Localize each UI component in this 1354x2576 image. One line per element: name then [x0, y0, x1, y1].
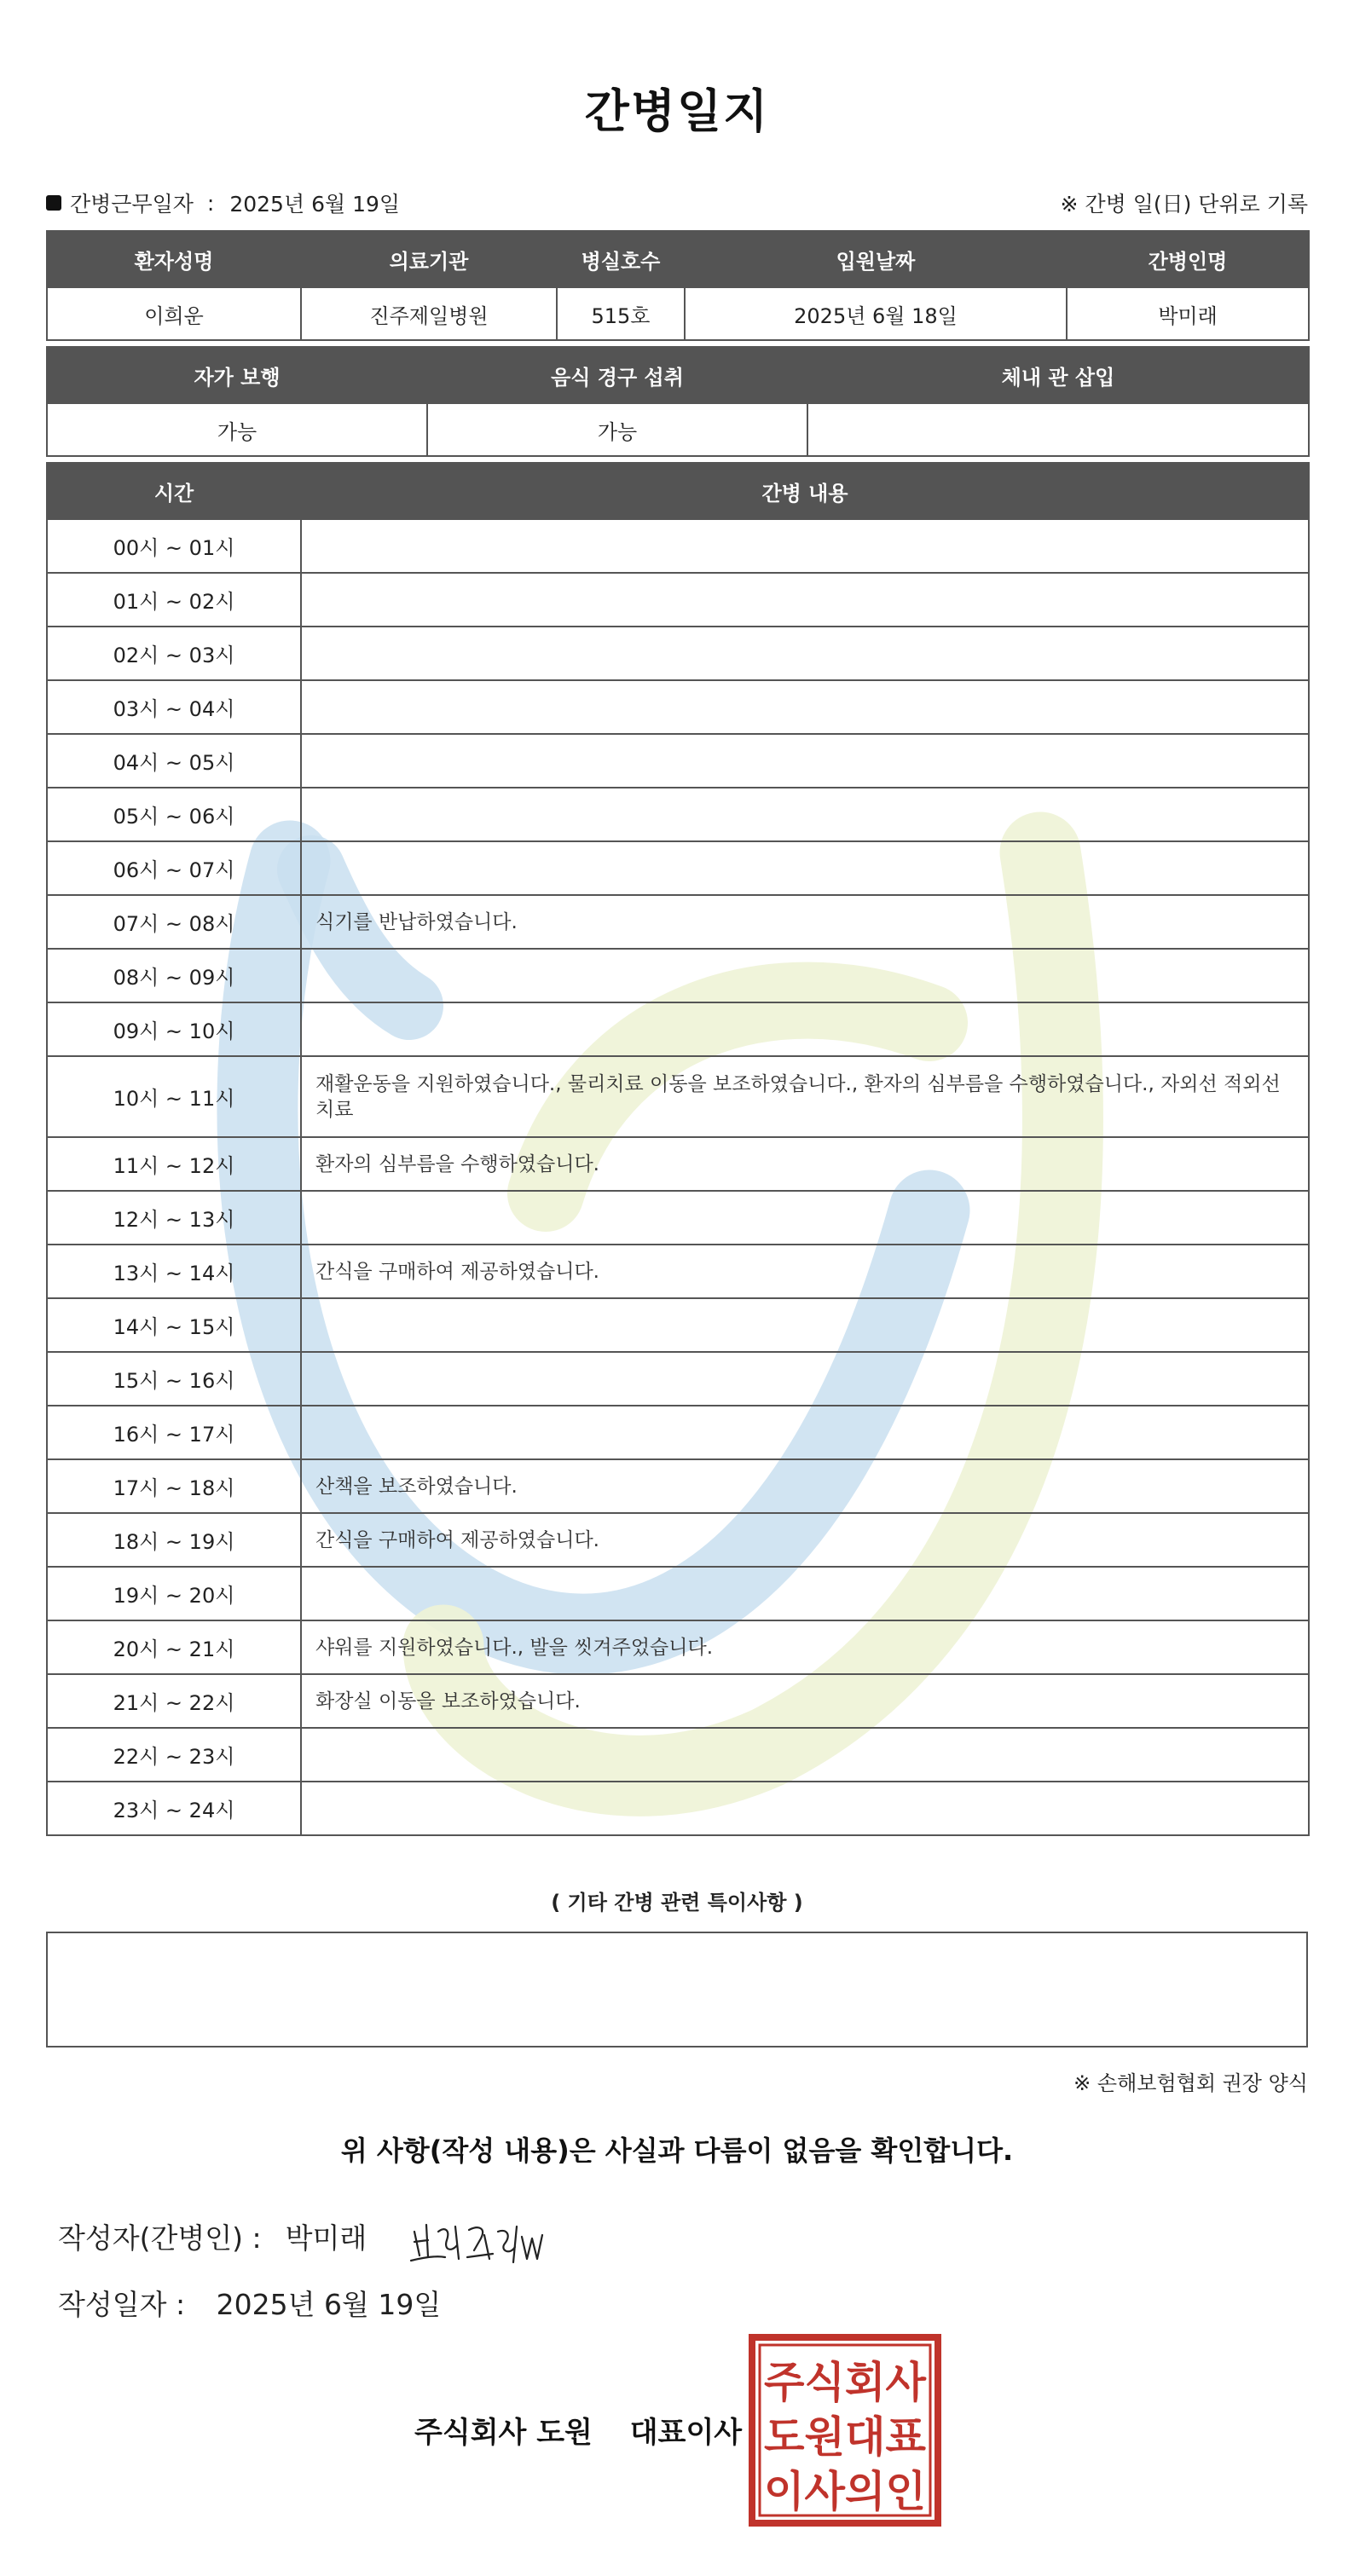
seal-line-2: 도원대표: [764, 2412, 927, 2462]
confirmation-statement: 위 사항(작성 내용)은 사실과 다름이 없음을 확인합니다.: [340, 2134, 1014, 2167]
patient-info-value-row: [47, 287, 1309, 340]
condition-header-row: [47, 347, 1309, 403]
time-cell: 14시 ~ 15시: [47, 1298, 301, 1352]
bullet-square-icon: [46, 195, 61, 211]
time-cell: 22시 ~ 23시: [47, 1728, 301, 1782]
care-content-cell: 간식을 구매하여 제공하였습니다.: [301, 1245, 1309, 1298]
time-cell: 19시 ~ 20시: [47, 1567, 301, 1620]
table-row: [47, 1056, 1309, 1137]
company-name: 주식회사 도원: [414, 2416, 593, 2450]
form-source-note: ※ 손해보험협회 권장 양식: [1073, 2071, 1308, 2095]
header-tube-insertion: 체내 관 삽입: [807, 347, 1309, 403]
care-content-cell: [301, 1191, 1309, 1245]
care-content-cell: [301, 1728, 1309, 1782]
writer-name: 박미래: [285, 2221, 367, 2255]
table-row: [47, 1513, 1309, 1567]
time-cell: 23시 ~ 24시: [47, 1782, 301, 1835]
table-row: [47, 1620, 1309, 1674]
table-row: [47, 788, 1309, 841]
work-date-colon: :: [206, 190, 215, 216]
care-content-cell: 산책을 보조하였습니다.: [301, 1459, 1309, 1513]
care-content-cell: [301, 1782, 1309, 1835]
header-hospital: 의료기관: [301, 231, 557, 287]
table-row: [47, 573, 1309, 627]
care-content-cell: [301, 1567, 1309, 1620]
page-title: 간병일지: [584, 84, 770, 138]
time-cell: 20시 ~ 21시: [47, 1620, 301, 1674]
time-cell: 12시 ~ 13시: [47, 1191, 301, 1245]
table-row: [47, 1674, 1309, 1728]
table-row: [47, 841, 1309, 895]
care-content-cell: 간식을 구매하여 제공하였습니다.: [301, 1513, 1309, 1567]
care-content-cell: [301, 627, 1309, 680]
writer-line: [58, 2216, 367, 2256]
table-row: [47, 1137, 1309, 1191]
seal-line-3: 이사의인: [764, 2467, 926, 2516]
table-row: [47, 1002, 1309, 1056]
time-cell: 06시 ~ 07시: [47, 841, 301, 895]
patient-condition-table: [46, 346, 1310, 457]
time-cell: 13시 ~ 14시: [47, 1245, 301, 1298]
care-content-cell: 샤워를 지원하였습니다., 발을 씻겨주었습니다.: [301, 1620, 1309, 1674]
tube-insertion-value: [807, 403, 1309, 456]
care-content-cell: [301, 573, 1309, 627]
time-cell: 05시 ~ 06시: [47, 788, 301, 841]
work-date-label: 간병근무일자: [70, 192, 194, 217]
written-date-value: 2025년 6월 19일: [216, 2288, 442, 2321]
time-cell: 03시 ~ 04시: [47, 680, 301, 734]
room-value: 515호: [557, 287, 685, 340]
company-signature-line: [414, 2409, 742, 2451]
table-row: [47, 949, 1309, 1002]
company-seal-stamp: [749, 2334, 941, 2527]
time-cell: 18시 ~ 19시: [47, 1513, 301, 1567]
time-cell: 15시 ~ 16시: [47, 1352, 301, 1406]
written-date-label: 작성일자 :: [58, 2288, 186, 2321]
header-patient-name: 환자성명: [47, 231, 301, 287]
seal-line-1: 주식회사: [764, 2358, 927, 2407]
care-content-cell: [301, 788, 1309, 841]
special-notes-title: ( 기타 간병 관련 특이사항 ): [551, 1891, 803, 1915]
patient-info-table: [46, 230, 1310, 341]
care-content-cell: [301, 734, 1309, 788]
table-row: [47, 1782, 1309, 1835]
handwritten-signature: [408, 2206, 595, 2274]
care-content-cell: 재활운동을 지원하였습니다., 물리치료 이동을 보조하였습니다., 환자의 심부름을 수행하였습니다., 자외선 적외선 치료: [301, 1056, 1309, 1137]
care-content-cell: 식기를 반납하였습니다.: [301, 895, 1309, 949]
time-cell: 16시 ~ 17시: [47, 1406, 301, 1459]
time-cell: 10시 ~ 11시: [47, 1056, 301, 1137]
care-content-cell: [301, 519, 1309, 573]
table-row: [47, 1406, 1309, 1459]
time-cell: 04시 ~ 05시: [47, 734, 301, 788]
care-content-cell: 화장실 이동을 보조하였습니다.: [301, 1674, 1309, 1728]
table-row: [47, 519, 1309, 573]
written-date-line: [58, 2283, 441, 2323]
care-log-table: [46, 462, 1310, 1836]
caregiver-name-value: 박미래: [1067, 287, 1309, 340]
care-content-cell: [301, 949, 1309, 1002]
company-role: 대표이사: [629, 2416, 743, 2450]
header-admission-date: 입원날짜: [685, 231, 1067, 287]
admission-date-value: 2025년 6월 18일: [685, 287, 1067, 340]
header-care-content: 간병 내용: [301, 463, 1309, 519]
patient-info-header-row: [47, 231, 1309, 287]
patient-name-value: 이희운: [47, 287, 301, 340]
table-row: [47, 627, 1309, 680]
time-cell: 07시 ~ 08시: [47, 895, 301, 949]
table-row: [47, 1567, 1309, 1620]
time-cell: 01시 ~ 02시: [47, 573, 301, 627]
care-content-cell: [301, 1298, 1309, 1352]
care-content-cell: [301, 1002, 1309, 1056]
time-cell: 00시 ~ 01시: [47, 519, 301, 573]
care-content-cell: [301, 841, 1309, 895]
care-log-header-row: [47, 463, 1309, 519]
time-cell: 09시 ~ 10시: [47, 1002, 301, 1056]
time-cell: 21시 ~ 22시: [47, 1674, 301, 1728]
header-caregiver-name: 간병인명: [1067, 231, 1309, 287]
header-room: 병실호수: [557, 231, 685, 287]
self-walking-value: 가능: [47, 403, 427, 456]
table-row: [47, 1298, 1309, 1352]
special-notes-box: [46, 1932, 1308, 2048]
writer-label: 작성자(간병인) :: [58, 2221, 262, 2255]
table-row: [47, 1245, 1309, 1298]
work-date-value: 2025년 6월 19일: [229, 192, 401, 217]
care-content-cell: [301, 680, 1309, 734]
table-row: [47, 895, 1309, 949]
care-content-cell: 환자의 심부름을 수행하였습니다.: [301, 1137, 1309, 1191]
table-row: [47, 1728, 1309, 1782]
header-oral-intake: 음식 경구 섭취: [427, 347, 807, 403]
table-row: [47, 734, 1309, 788]
header-self-walking: 자가 보행: [47, 347, 427, 403]
care-content-cell: [301, 1406, 1309, 1459]
hospital-value: 진주제일병원: [301, 287, 557, 340]
oral-intake-value: 가능: [427, 403, 807, 456]
work-date-header: [46, 188, 1308, 222]
time-cell: 11시 ~ 12시: [47, 1137, 301, 1191]
record-unit-note: ※ 간병 일(日) 단위로 기록: [1060, 192, 1308, 217]
table-row: [47, 1191, 1309, 1245]
condition-value-row: [47, 403, 1309, 456]
care-content-cell: [301, 1352, 1309, 1406]
header-time: 시간: [47, 463, 301, 519]
time-cell: 02시 ~ 03시: [47, 627, 301, 680]
time-cell: 08시 ~ 09시: [47, 949, 301, 1002]
time-cell: 17시 ~ 18시: [47, 1459, 301, 1513]
table-row: [47, 1352, 1309, 1406]
table-row: [47, 680, 1309, 734]
table-row: [47, 1459, 1309, 1513]
